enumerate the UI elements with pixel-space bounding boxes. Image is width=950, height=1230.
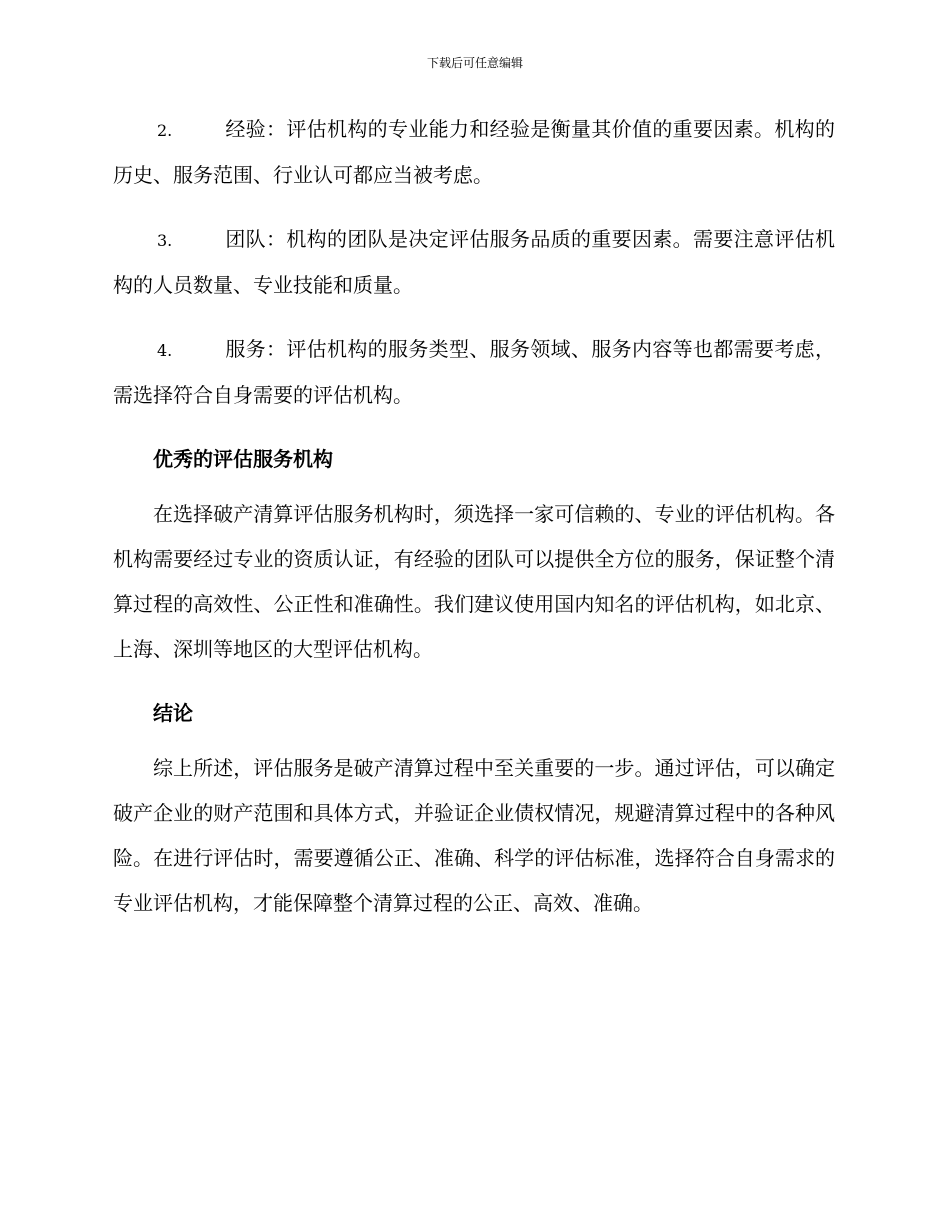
section-paragraph-excellent-agencies: 在选择破产清算评估服务机构时，须选择一家可信赖的、专业的评估机构。各机构需要经过专业的资质认证，有经验的团队可以提供全方位的服务，保证整个清算过程的高效性、公正性和准确性。我们建议使用国内知名的评估机构，如北京、上海、深圳等地区的大型评估机构。	[113, 502, 835, 661]
list-item	[113, 107, 835, 198]
list-item	[113, 327, 835, 418]
page-header: 下载后可任意编辑	[426, 56, 523, 70]
list-item-number: 4.	[157, 341, 173, 360]
list-item-text: 团队：机构的团队是决定评估服务品质的重要因素。需要注意评估机构的人员数量、专业技能和质量。	[113, 227, 835, 297]
list-item-number: 3.	[157, 231, 173, 250]
section-paragraph-conclusion: 综上所述，评估服务是破产清算过程中至关重要的一步。通过评估，可以确定破产企业的财产范围和具体方式，并验证企业债权情况，规避清算过程中的各种风险。在进行评估时，需要遵循公正、准确、科学的评估标准，选择符合自身需求的专业评估机构，才能保障整个清算过程的公正、高效、准确。	[113, 756, 835, 915]
list-item	[113, 217, 835, 308]
document-body	[113, 107, 835, 945]
list-item-text: 服务：评估机构的服务类型、服务领域、服务内容等也都需要考虑，需选择符合自身需要的评估机构。	[113, 337, 835, 407]
list-item-number: 2.	[157, 121, 173, 140]
section-heading-excellent-agencies: 优秀的评估服务机构	[153, 447, 333, 471]
section-heading-conclusion: 结论	[153, 701, 193, 725]
list-item-text: 经验：评估机构的专业能力和经验是衡量其价值的重要因素。机构的历史、服务范围、行业认可都应当被考虑。	[113, 117, 835, 187]
